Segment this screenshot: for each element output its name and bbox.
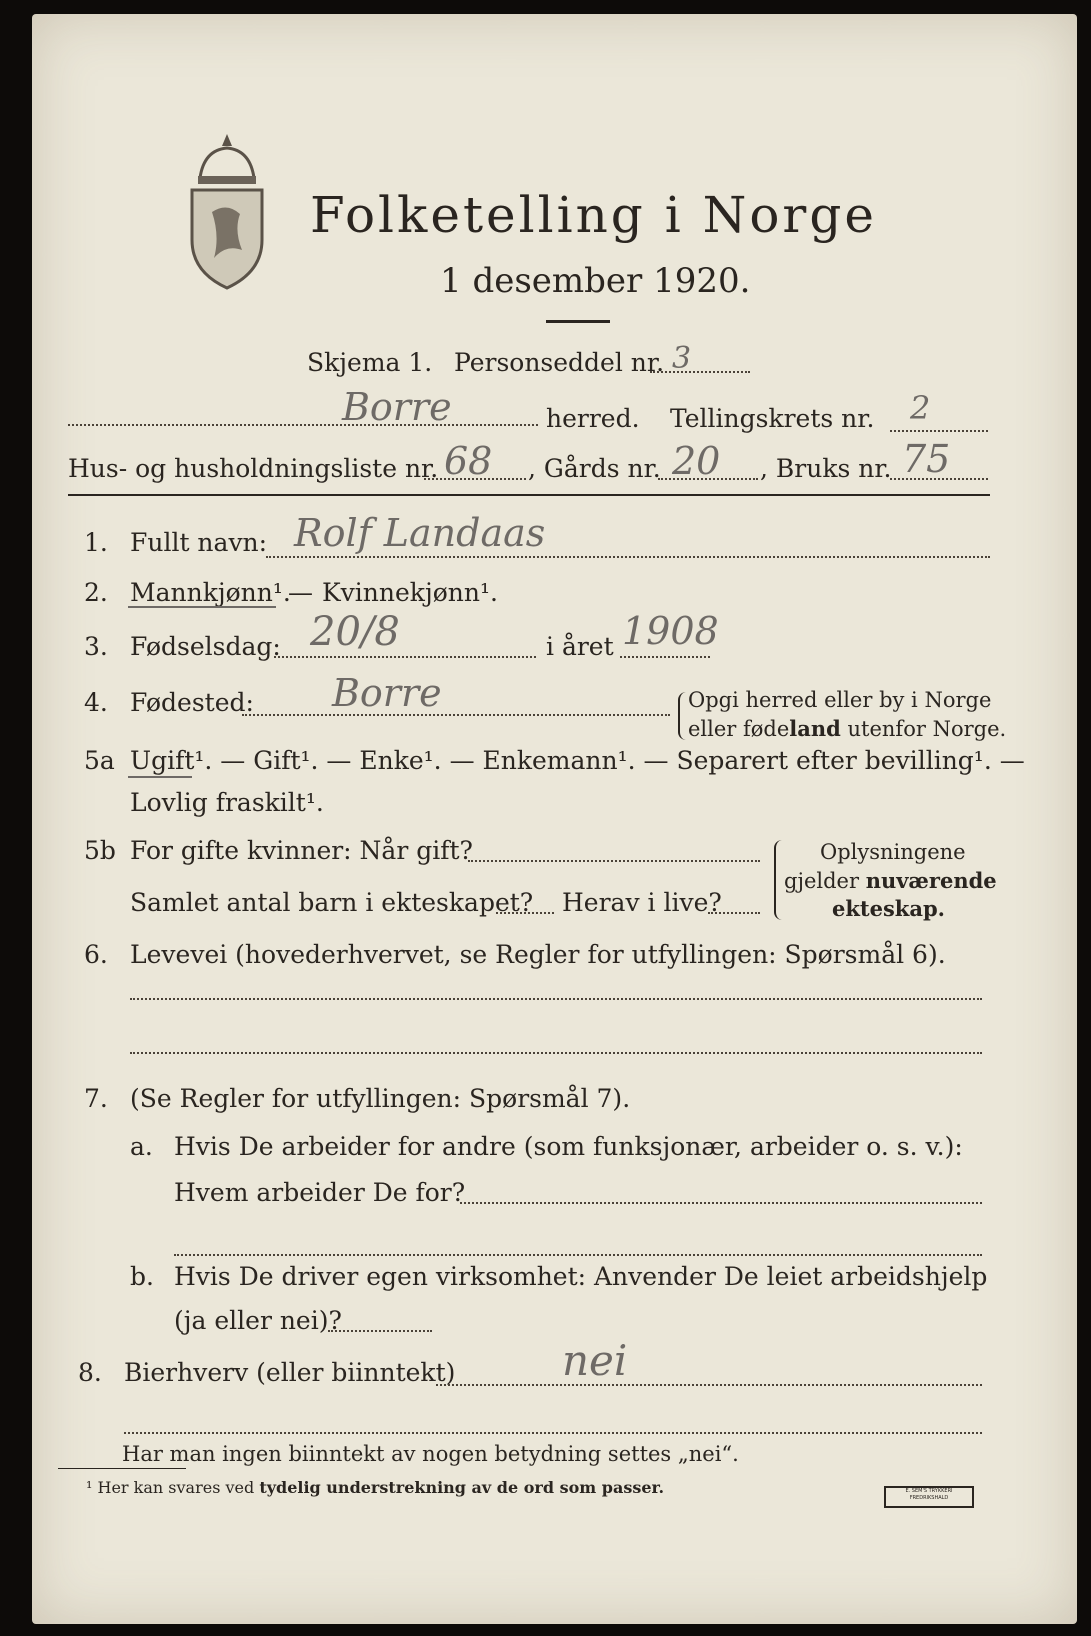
tellingskrets-value: 2 <box>910 389 931 427</box>
hired-help-field[interactable] <box>328 1330 432 1332</box>
occupation-field-2[interactable] <box>130 1052 982 1054</box>
children-alive-label: Herav i live? <box>562 888 722 917</box>
side-income-value: nei <box>562 1336 628 1385</box>
herred-field[interactable] <box>68 424 538 426</box>
personseddel-label: Personseddel nr. <box>454 348 665 377</box>
q7a-line-2: Hvem arbeider De for? <box>174 1178 466 1207</box>
occupation-field-1[interactable] <box>130 998 982 1000</box>
birthplace-note-1: Opgi herred eller by i Norge <box>688 688 992 712</box>
married-when-label: For gifte kvinner: Når gift? <box>130 836 473 865</box>
q1-label: Fullt navn: <box>130 528 268 557</box>
side-income-note: Har man ingen biinntekt av nogen betydning settes „nei“. <box>122 1442 739 1466</box>
q7a-line-1: Hvis De arbeider for andre (som funksjonær, arbeider o. s. v.): <box>174 1132 963 1161</box>
full-name-field[interactable] <box>266 556 990 558</box>
hus-label: Hus- og husholdningsliste nr. <box>68 454 439 483</box>
male-option[interactable]: Mannkjønn¹. <box>130 578 291 607</box>
birthplace-field[interactable] <box>242 714 670 716</box>
q4-number: 4. <box>84 688 108 717</box>
q7-label: (Se Regler for utfyllingen: Spørsmål 7). <box>130 1084 631 1113</box>
q7b-number: b. <box>130 1262 154 1291</box>
children-alive-field[interactable] <box>708 912 760 914</box>
header-rule <box>68 494 990 496</box>
employer-field-1[interactable] <box>460 1202 982 1204</box>
skjema-label: Skjema 1. <box>307 348 433 377</box>
q4-label: Fødested: <box>130 688 254 717</box>
tellingskrets-field[interactable] <box>890 430 988 432</box>
birthplace-note-brace <box>678 692 688 740</box>
birthplace-note-2: eller fødeland utenfor Norge. <box>688 716 1007 741</box>
footnote: ¹ Her kan svares ved tydelig understrekning av de ord som passer. <box>86 1478 665 1497</box>
q7a-number: a. <box>130 1132 153 1161</box>
q3-label: Fødselsdag: <box>130 632 281 661</box>
q8-number: 8. <box>78 1358 102 1387</box>
q5a-number: 5a <box>84 746 115 775</box>
title-divider <box>546 320 610 323</box>
q2-number: 2. <box>84 578 108 607</box>
employer-field-2[interactable] <box>174 1254 982 1256</box>
birthdate-value: 20/8 <box>310 609 400 655</box>
gards-label: , Gårds nr. <box>528 454 661 483</box>
census-form-sheet <box>32 14 1077 1624</box>
printer-name: E. SEM'S TRYKKERI <box>905 1488 953 1494</box>
bruks-label: , Bruks nr. <box>760 454 892 483</box>
female-option[interactable]: Kvinnekjønn¹. <box>322 578 498 607</box>
printer-city: FREDRIKSHALD <box>909 1495 949 1501</box>
married-when-field[interactable] <box>468 860 760 862</box>
male-underline <box>128 606 276 608</box>
marriage-note-2: gjelder nuværende <box>784 868 997 893</box>
marital-status-options[interactable]: Ugift¹. — Gift¹. — Enke¹. — Enkemann¹. — Separert efter bevilling¹. — <box>130 746 1025 775</box>
q6-number: 6. <box>84 940 108 969</box>
q5b-number: 5b <box>84 836 116 865</box>
birth-year-value: 1908 <box>622 609 719 653</box>
side-income-field-2[interactable] <box>124 1432 982 1434</box>
gards-value: 20 <box>672 439 721 483</box>
census-date: 1 desember 1920. <box>440 261 751 301</box>
q1-number: 1. <box>84 528 108 557</box>
herred-label: herred. <box>546 404 640 433</box>
personseddel-value: 3 <box>672 341 692 376</box>
birth-year-field[interactable] <box>620 656 710 658</box>
birthplace-value: Borre <box>332 671 442 715</box>
marriage-note-brace <box>774 840 784 920</box>
norwegian-coat-of-arms-icon <box>182 132 272 292</box>
occupation-label: Levevei (hovederhvervet, se Regler for utfyllingen: Spørsmål 6). <box>130 940 946 969</box>
form-title: Folketelling i Norge <box>310 186 877 244</box>
q7-number: 7. <box>84 1084 108 1113</box>
footnote-rule <box>58 1468 186 1469</box>
printer-mark <box>884 1486 974 1508</box>
herred-value: Borre <box>342 385 452 429</box>
q7b-line-1: Hvis De driver egen virksomhet: Anvender De leiet arbeidshjelp <box>174 1262 988 1291</box>
ugift-underline <box>128 776 192 778</box>
children-total-label: Samlet antal barn i ekteskapet? <box>130 888 534 917</box>
side-income-field[interactable] <box>436 1384 982 1386</box>
q7b-line-2: (ja eller nei)? <box>174 1306 342 1335</box>
marital-status-divorced[interactable]: Lovlig fraskilt¹. <box>130 788 324 817</box>
birth-year-label: i året <box>546 632 614 661</box>
marriage-note-1: Oplysningene <box>820 840 966 864</box>
marriage-note-3: ekteskap. <box>832 896 945 921</box>
personseddel-field[interactable] <box>650 371 750 373</box>
side-income-label: Bierhverv (eller biinntekt) <box>124 1358 456 1387</box>
hus-value: 68 <box>444 439 493 483</box>
q3-number: 3. <box>84 632 108 661</box>
tellingskrets-label: Tellingskrets nr. <box>670 404 875 433</box>
full-name-value: Rolf Landaas <box>294 511 546 555</box>
birthdate-field[interactable] <box>274 656 536 658</box>
bruks-value: 75 <box>902 437 951 481</box>
children-total-field[interactable] <box>496 912 554 914</box>
q2-separator: — <box>288 578 313 607</box>
